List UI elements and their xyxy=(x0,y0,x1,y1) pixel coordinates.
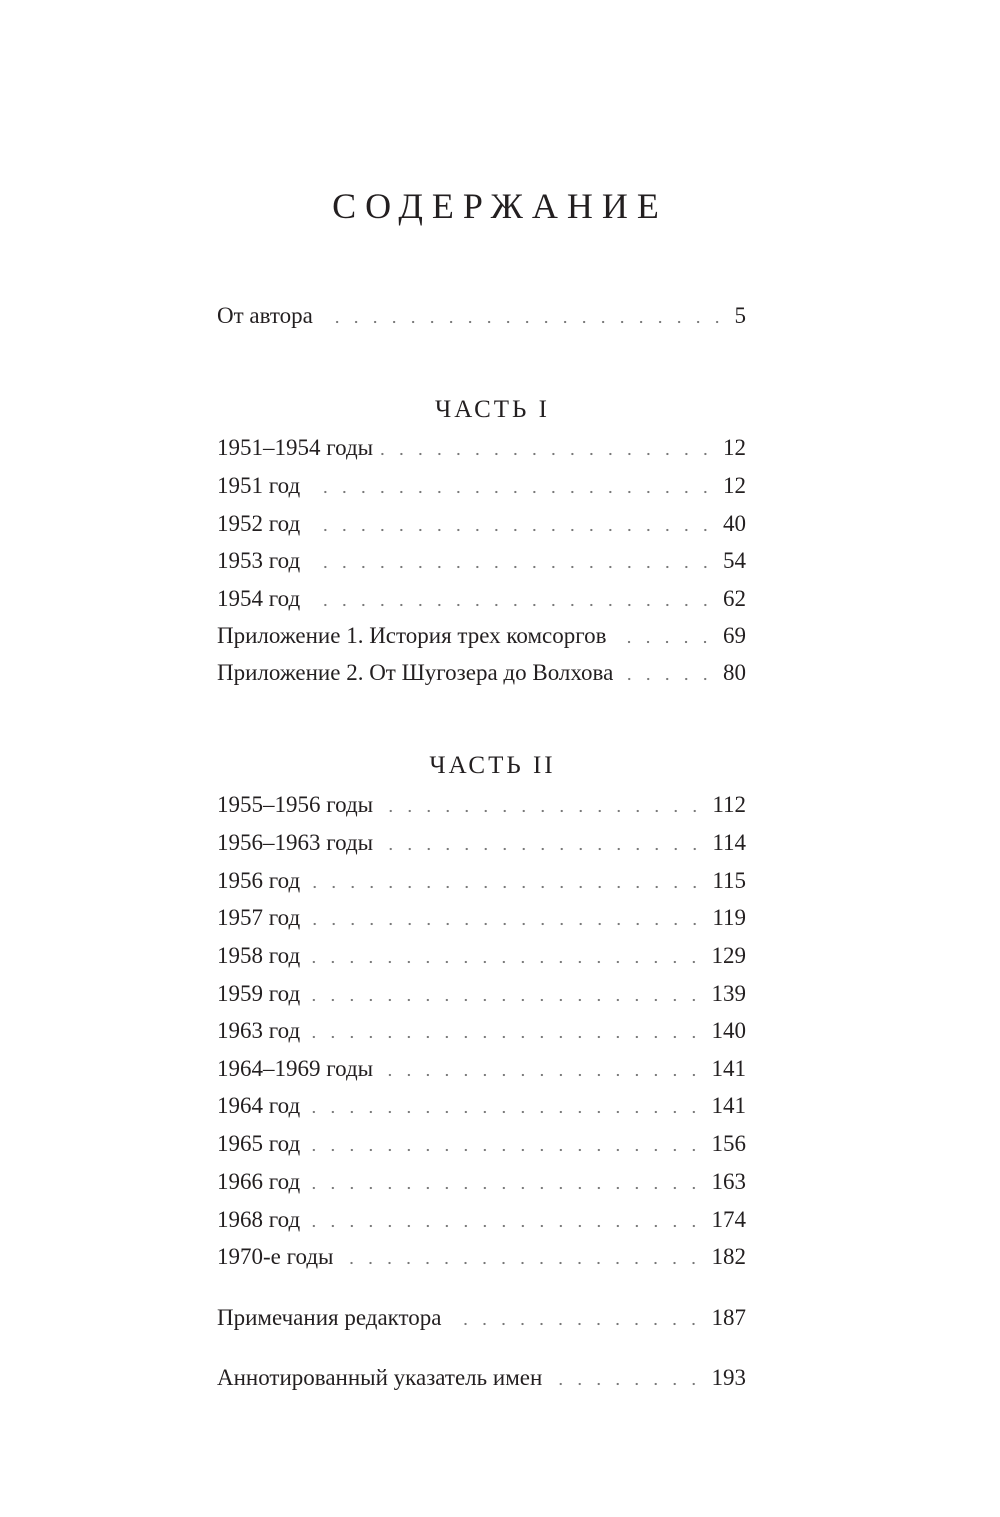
toc-entry[interactable] xyxy=(217,1016,746,1046)
dot-leader xyxy=(308,489,715,495)
toc-entry-page: 156 xyxy=(711,1131,746,1156)
dot-leader xyxy=(550,1381,703,1387)
toc-entry-page: 115 xyxy=(712,868,746,893)
toc-entry-label: 1953 год xyxy=(217,548,301,573)
toc-entry-page: 12 xyxy=(723,473,746,498)
dot-leader xyxy=(308,1223,703,1229)
toc-entry-label: 1963 год xyxy=(217,1018,301,1043)
toc-entry[interactable] xyxy=(217,1091,746,1121)
dot-leader xyxy=(621,676,715,682)
dot-leader xyxy=(381,808,704,814)
toc-entry-label: 1955–1956 годы xyxy=(217,792,374,817)
toc-entry-page: 5 xyxy=(734,303,746,328)
toc-entry-page: 12 xyxy=(723,435,746,460)
toc-entry[interactable] xyxy=(217,1129,746,1159)
toc-entry[interactable] xyxy=(217,546,746,576)
toc-entry-page: 141 xyxy=(711,1093,746,1118)
toc-entry[interactable] xyxy=(217,584,746,614)
dot-leader xyxy=(308,1034,703,1040)
toc-entry-page: 62 xyxy=(723,586,746,611)
toc-entry-label: 1964–1969 годы xyxy=(217,1056,374,1081)
toc-entry[interactable] xyxy=(217,471,746,501)
dot-leader xyxy=(449,1321,703,1327)
toc-entry-label: 1959 год xyxy=(217,981,301,1006)
toc-entry-label: 1956 год xyxy=(217,868,301,893)
toc-entry[interactable] xyxy=(217,621,746,651)
toc-entry-label: 1956–1963 годы xyxy=(217,830,374,855)
dot-leader xyxy=(308,1147,703,1153)
dot-leader xyxy=(614,639,715,645)
toc-entry-label: 1954 год xyxy=(217,586,301,611)
dot-leader xyxy=(308,602,715,608)
toc-entry-label: 1970-е годы xyxy=(217,1244,334,1269)
dot-leader xyxy=(381,846,704,852)
toc-entry-label: 1966 год xyxy=(217,1169,301,1194)
dot-leader xyxy=(381,1072,703,1078)
toc-entry-label: 1951–1954 годы xyxy=(217,435,374,460)
dot-leader xyxy=(308,997,703,1003)
toc-entry-page: 114 xyxy=(712,830,746,855)
toc-entry[interactable] xyxy=(217,658,746,688)
toc-entry-page: 174 xyxy=(711,1207,746,1232)
toc-entry-page: 193 xyxy=(711,1365,746,1390)
toc-entry-page: 140 xyxy=(711,1018,746,1043)
toc-entry-page: 129 xyxy=(711,943,746,968)
dot-leader xyxy=(341,1260,703,1266)
part-heading-1: ЧАСТЬ I xyxy=(435,396,550,423)
toc-entry-page: 112 xyxy=(712,792,746,817)
toc-entry[interactable] xyxy=(217,1054,746,1084)
toc-entry[interactable] xyxy=(217,433,746,463)
toc-entry[interactable] xyxy=(217,509,746,539)
toc-entry-label: Примечания редактора xyxy=(217,1305,442,1330)
toc-entry-page: 182 xyxy=(711,1244,746,1269)
toc-entry-page: 141 xyxy=(711,1056,746,1081)
toc-entry-label: 1958 год xyxy=(217,943,301,968)
toc-entry[interactable] xyxy=(217,979,746,1009)
toc-entry-label: 1957 год xyxy=(217,905,301,930)
dot-leader xyxy=(308,884,704,890)
toc-entry[interactable] xyxy=(217,941,746,971)
toc-entry-page: 119 xyxy=(712,905,746,930)
part-heading-2: ЧАСТЬ II xyxy=(429,752,556,779)
toc-entry-page: 69 xyxy=(723,623,746,648)
toc-entry-label: 1964 год xyxy=(217,1093,301,1118)
dot-leader xyxy=(308,1109,703,1115)
page-title: СОДЕРЖАНИЕ xyxy=(332,186,668,226)
toc-entry-label: Приложение 1. История трех комсоргов xyxy=(217,623,607,648)
dot-leader xyxy=(381,451,715,457)
dot-leader xyxy=(321,319,727,325)
toc-entry-label: Приложение 2. От Шугозера до Волхова xyxy=(217,660,614,685)
toc-entry-page: 163 xyxy=(711,1169,746,1194)
dot-leader xyxy=(308,1185,703,1191)
dot-leader xyxy=(308,959,703,965)
toc-entry-intro[interactable] xyxy=(217,301,746,331)
toc-entry-label: 1952 год xyxy=(217,511,301,536)
dot-leader xyxy=(308,527,715,533)
toc-entry-label: Аннотированный указатель имен xyxy=(217,1365,543,1390)
toc-entry[interactable] xyxy=(217,866,746,896)
toc-entry-label: От автора xyxy=(217,303,313,328)
toc-entry-label: 1951 год xyxy=(217,473,301,498)
toc-entry-editor-notes[interactable] xyxy=(217,1303,746,1333)
toc-entry[interactable] xyxy=(217,903,746,933)
toc-entry-name-index[interactable] xyxy=(217,1363,746,1393)
toc-entry-page: 40 xyxy=(723,511,746,536)
toc-entry-page: 187 xyxy=(711,1305,746,1330)
toc-entry[interactable] xyxy=(217,828,746,858)
toc-entry-label: 1968 год xyxy=(217,1207,301,1232)
toc-entry-page: 54 xyxy=(723,548,746,573)
toc-entry[interactable] xyxy=(217,790,746,820)
dot-leader xyxy=(308,564,715,570)
dot-leader xyxy=(308,921,704,927)
toc-entry-page: 139 xyxy=(711,981,746,1006)
toc-entry[interactable] xyxy=(217,1205,746,1235)
toc-entry-page: 80 xyxy=(723,660,746,685)
toc-entry[interactable] xyxy=(217,1242,746,1272)
toc-entry-label: 1965 год xyxy=(217,1131,301,1156)
toc-entry[interactable] xyxy=(217,1167,746,1197)
